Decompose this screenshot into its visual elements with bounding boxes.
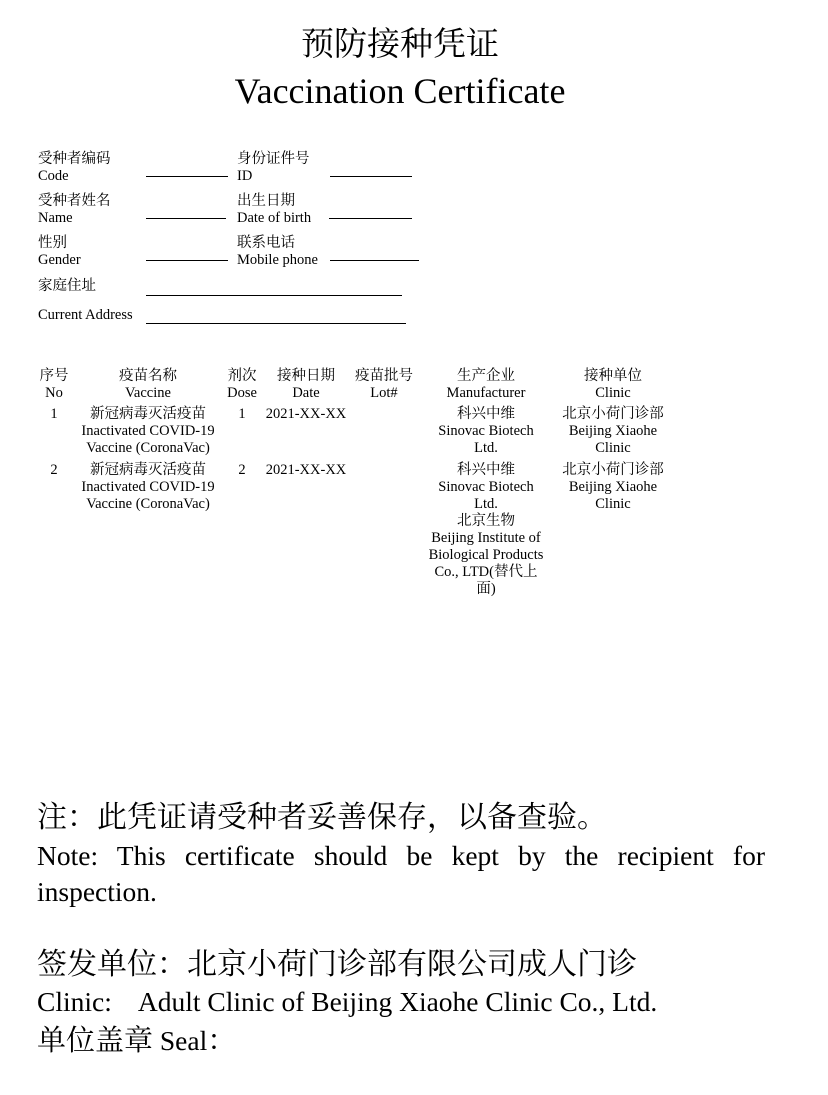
row2-manufacturer-alt-en1: Beijing Institute of <box>431 530 541 546</box>
title-english: Vaccination Certificate <box>234 71 566 111</box>
code-label-cn: 受种者编码 <box>38 151 111 167</box>
dob-value-line <box>329 218 412 219</box>
row2-manufacturer-alt-tail: 面) <box>476 581 496 597</box>
seal-colon: ： <box>207 1023 237 1057</box>
dob-label-cn: 出生日期 <box>237 193 295 209</box>
row2-manufacturer-alt-en3: Co., LTD(替代上 <box>434 564 538 580</box>
gender-label-cn: 性别 <box>38 235 67 251</box>
id-label <box>237 151 310 185</box>
row1-no: 1 <box>50 406 58 422</box>
col-header-no: 序号 No <box>39 368 69 401</box>
row2-dose: 2 <box>238 462 246 478</box>
id-label-en: ID <box>237 168 253 184</box>
note-english: Note: This certificate should be kept by the recipient for inspection. <box>37 840 765 907</box>
col-header-vaccine: 疫苗名称 Vaccine <box>119 368 177 401</box>
col-header-lot: 疫苗批号 Lot# <box>355 368 413 401</box>
row1-manufacturer: 科兴中维 Sinovac Biotech Ltd. <box>438 406 534 456</box>
seal-line <box>37 1020 236 1061</box>
seal-label-cn: 单位盖章 <box>37 1023 154 1057</box>
row2-manufacturer-alt-en2: Biological Products <box>428 547 544 563</box>
dob-label <box>237 193 311 227</box>
issuer-chinese: 签发单位：北京小荷门诊部有限公司成人门诊 <box>37 947 637 982</box>
issuer-english: Clinic: Adult Clinic of Beijing Xiaohe Clinic Co., Ltd. <box>37 986 658 1017</box>
phone-value-line <box>330 260 419 261</box>
col-header-manufacturer: 生产企业 Manufacturer <box>446 368 526 401</box>
row2-manufacturer: 科兴中维 Sinovac Biotech Ltd. 北京生物 Beijing Institute of Biological Products Co., LTD(替代上 面) <box>420 462 552 598</box>
name-value-line <box>146 218 226 219</box>
gender-label-en: Gender <box>38 252 81 268</box>
phone-label-cn: 联系电话 <box>237 235 295 251</box>
seal-label-en: Seal <box>153 1025 208 1056</box>
code-label <box>38 151 111 185</box>
row1-vaccine: 新冠病毒灭活疫苗 Inactivated COVID-19 Vaccine (CoronaVac) <box>81 406 215 456</box>
gender-value-line <box>146 260 228 261</box>
row2-manufacturer-alt-cn: 北京生物 <box>457 513 515 529</box>
name-label-cn: 受种者姓名 <box>38 193 111 209</box>
name-label-en: Name <box>38 210 73 226</box>
note-chinese: 注：此凭证请受种者妥善保存，以备查验。 <box>37 800 607 835</box>
title-chinese: 预防接种凭证 <box>301 24 499 63</box>
col-header-date: 接种日期 Date <box>277 368 335 401</box>
col-header-clinic: 接种单位 Clinic <box>584 368 642 401</box>
code-value-line <box>146 176 228 177</box>
col-header-dose: 剂次 Dose <box>227 368 257 401</box>
row2-clinic: 北京小荷门诊部 Beijing Xiaohe Clinic <box>562 462 664 512</box>
address-en-value-line <box>146 323 406 324</box>
row1-date: 2021-XX-XX <box>265 406 347 422</box>
row2-vaccine: 新冠病毒灭活疫苗 Inactivated COVID-19 Vaccine (CoronaVac) <box>81 462 215 512</box>
dob-label-en: Date of birth <box>237 210 312 226</box>
gender-label <box>38 235 81 269</box>
address-label-en: Current Address <box>38 307 133 323</box>
id-label-cn: 身份证件号 <box>237 151 310 167</box>
address-cn-value-line <box>146 295 402 296</box>
address-label-cn: 家庭住址 <box>38 278 96 294</box>
row1-dose: 1 <box>238 406 246 422</box>
phone-label-en: Mobile phone <box>237 252 318 268</box>
name-label <box>38 193 111 227</box>
row2-no: 2 <box>50 462 58 478</box>
id-value-line <box>330 176 412 177</box>
code-label-en: Code <box>38 168 69 184</box>
row2-date: 2021-XX-XX <box>265 462 347 478</box>
phone-label <box>237 235 318 269</box>
row1-clinic: 北京小荷门诊部 Beijing Xiaohe Clinic <box>562 406 664 456</box>
